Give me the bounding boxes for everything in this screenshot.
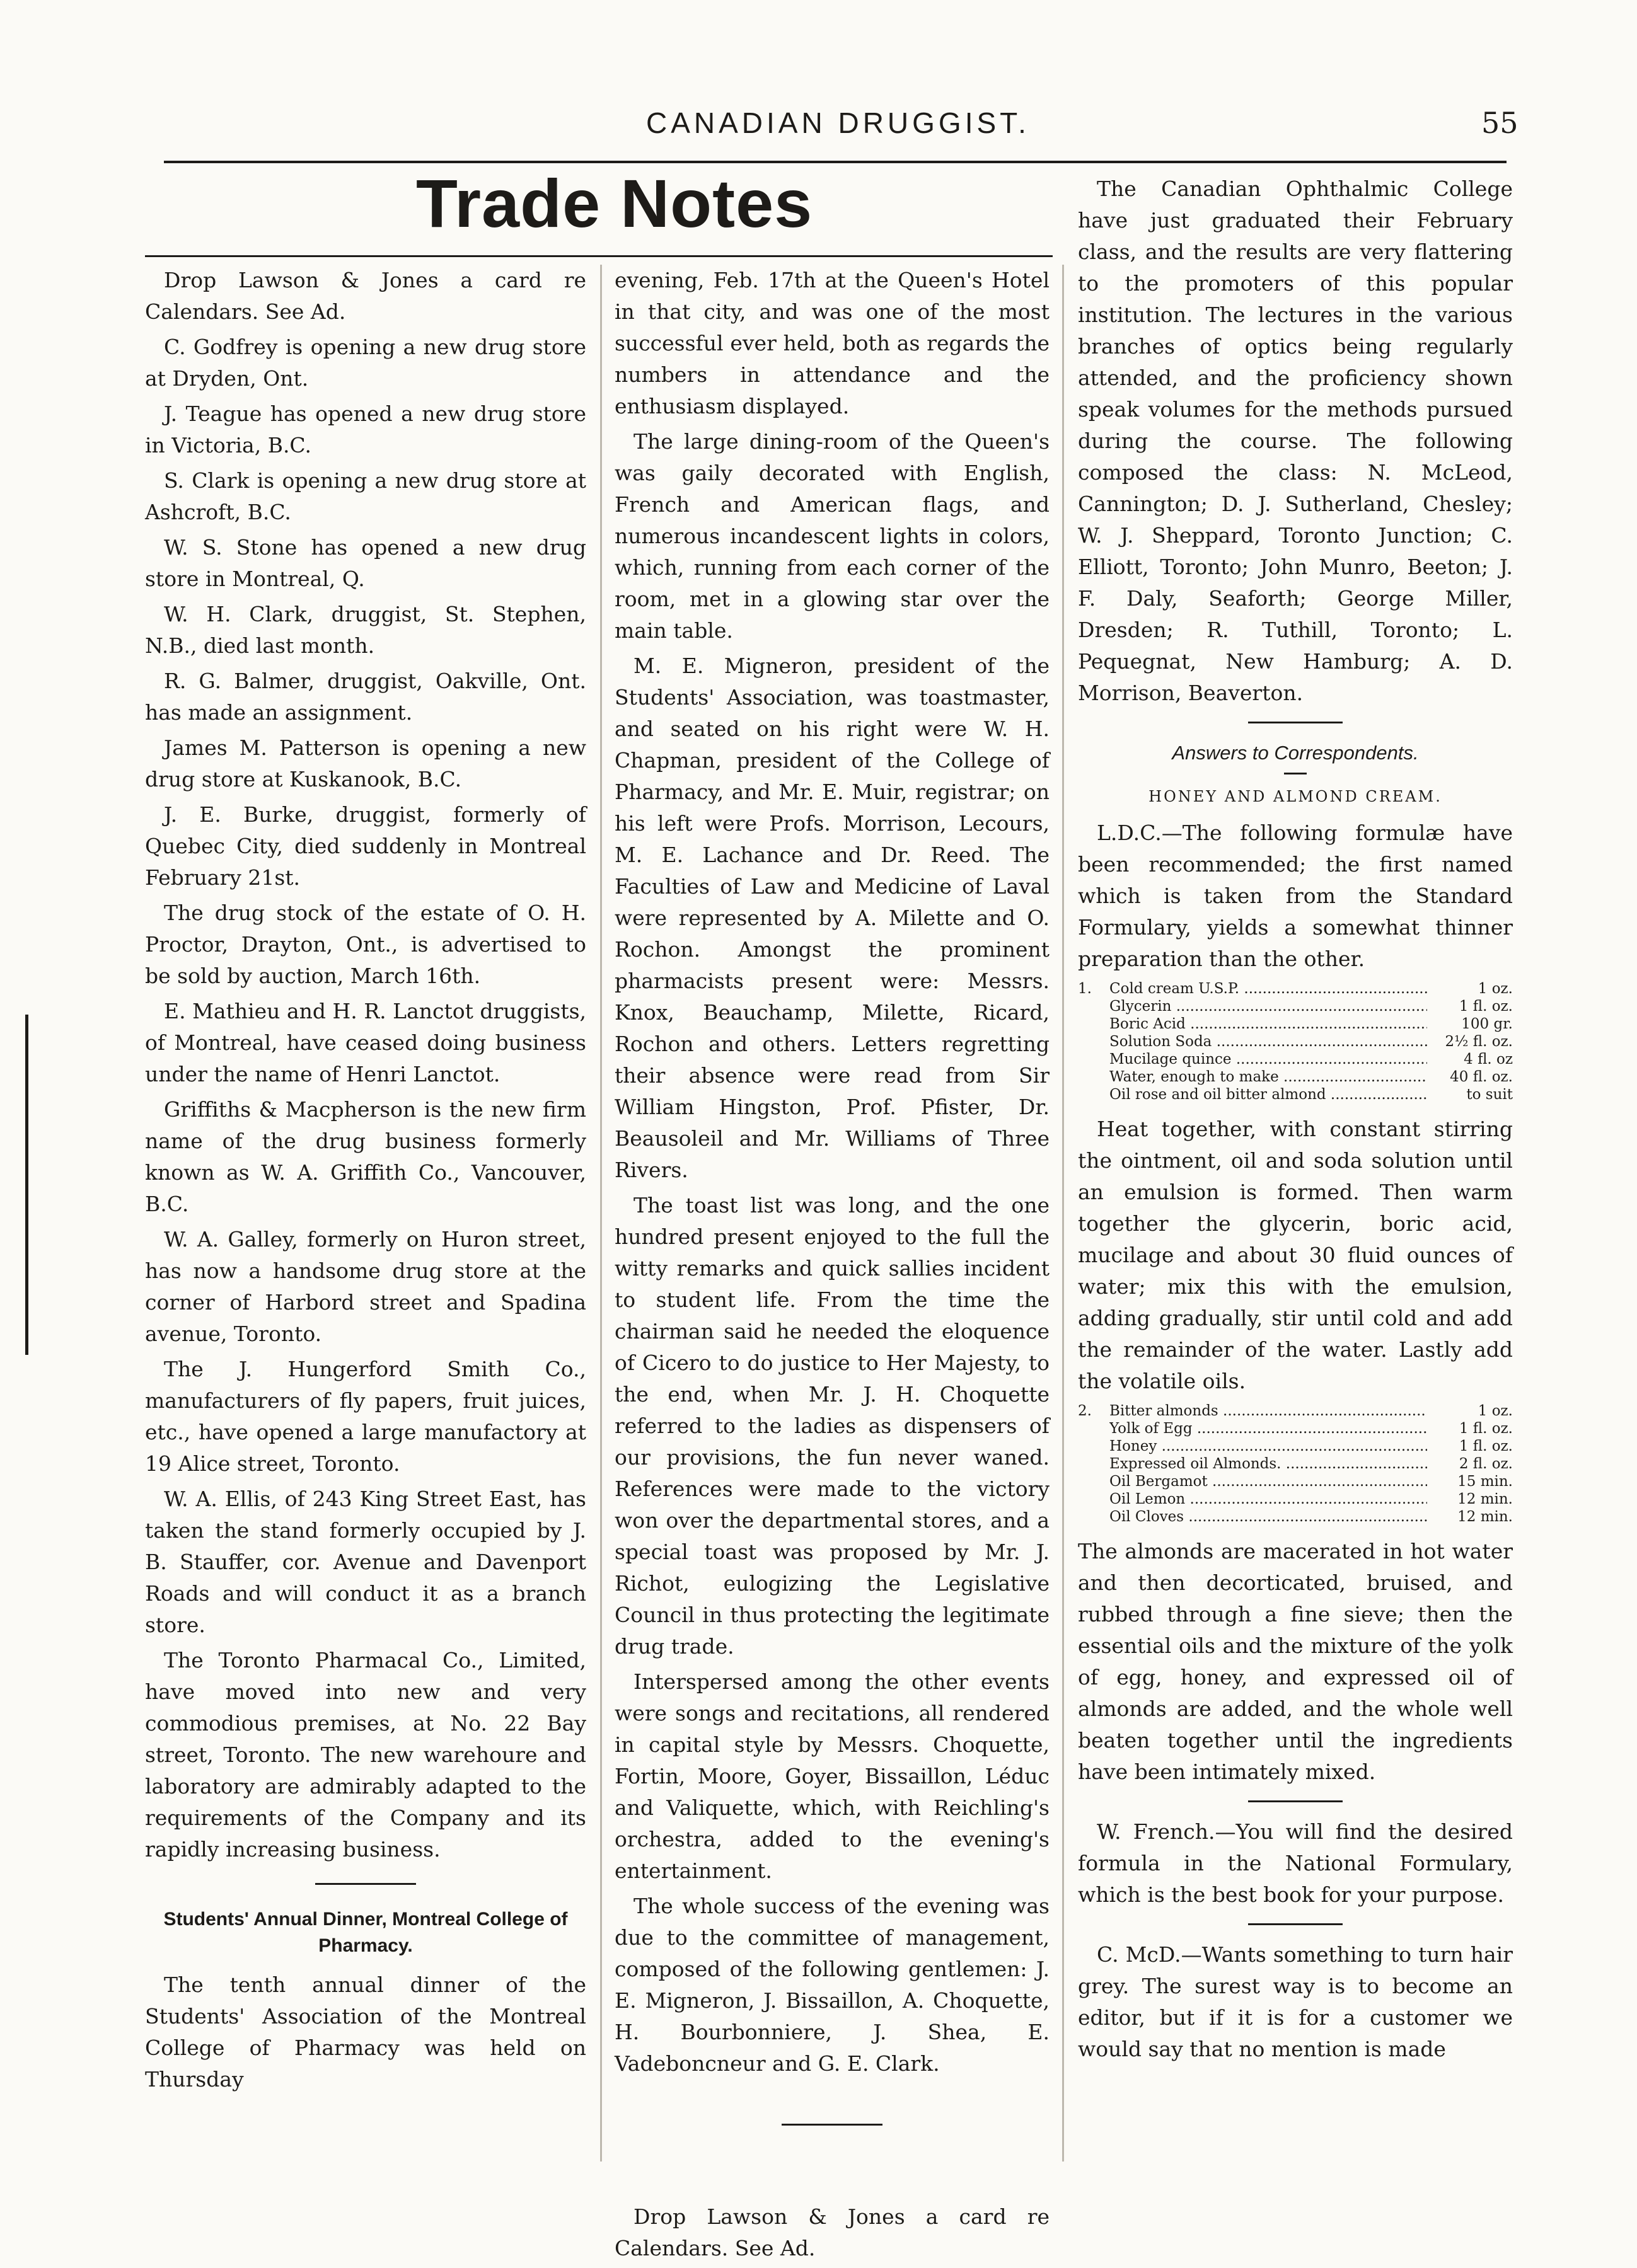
formula-row: Glycerin ..... 1 fl. oz.	[1078, 998, 1513, 1015]
title-rule	[145, 255, 1053, 257]
mcd-answer: C. McD.—Wants something to turn hair grey. The surest way is to become an editor, but if it is for a customer we would say that no mention is made	[1078, 1942, 1513, 2061]
article-paragraph: Interspersed among the other events were songs and recitations, all rendered in capital style by Messrs. Choquette, Fortin, Moore, Goyer, Bissaillon, Léduc and Valiquette, which, with Reichling's orchestra, added to the evening's entertainment.	[615, 1669, 1050, 1883]
page-number: 55	[1481, 106, 1518, 140]
column-1	[145, 265, 586, 2099]
formula-row: Oil rose and oil bitter almond ..... to suit	[1078, 1086, 1513, 1103]
formula-1	[1078, 980, 1513, 1103]
news-item: The drug stock of the estate of O. H. Proctor, Drayton, Ont., is advertised to be sold by auction, March 16th.	[145, 901, 586, 988]
formula-row: Yolk of Egg ..... 1 fl. oz.	[1078, 1420, 1513, 1437]
news-item: The J. Hungerford Smith Co., manufacturers of fly papers, fruit juices, etc., have opened a large manufactory at 19 Alice street, Toronto.	[145, 1357, 586, 1476]
honey-almond-heading: HONEY AND ALMOND CREAM.	[1148, 788, 1442, 805]
formula-row: Oil Lemon ..... 12 min.	[1078, 1490, 1513, 1508]
header-rule	[164, 161, 1507, 163]
short-rule	[1284, 773, 1307, 774]
answers-heading: Answers to Correspondents.	[1172, 742, 1419, 764]
news-item: J. E. Burke, druggist, formerly of Quebec City, died suddenly in Montreal February 21st.	[145, 802, 586, 890]
news-item: E. Mathieu and H. R. Lanctot druggists, of Montreal, have ceased doing business under the name of Henri Lanctot.	[145, 999, 586, 1086]
article-paragraph: M. E. Migneron, president of the Students' Association, was toastmaster, and seated on his right were W. H. Chapman, president of the College of Pharmacy, and Mr. E. Muir, registrar; on his left were Profs. Morrison, Lecours, M. E. Lachance and Dr. Reed. The Faculties of Law and Medicine of Laval were represented by A. Milette and O. Rochon. Amongst the prominent pharmacists present were: Messrs. Knox, Beauchamp, Milette, Ricard, Rochon and others. Letters regretting their absence were read from Sir William Hingston, Prof. Pfister, Dr. Beausoleil and Mr. Williams of Three Rivers.	[615, 653, 1050, 1182]
news-item: C. Godfrey is opening a new drug store at Dryden, Ont.	[145, 335, 586, 391]
french-answer: W. French.—You will find the desired formula in the National Formulary, which is the best book for your purpose.	[1078, 1819, 1513, 1907]
column-rule-1	[600, 265, 602, 2162]
running-head: CANADIAN DRUGGIST.	[646, 106, 1030, 139]
column-2	[615, 265, 1050, 2268]
formula-row: Oil Cloves ..... 12 min.	[1078, 1508, 1513, 1526]
section-title: Trade Notes	[416, 165, 813, 241]
formula-row: Mucilage quince ..... 4 fl. oz	[1078, 1051, 1513, 1068]
news-item: Drop Lawson & Jones a card re Calendars. See Ad.	[145, 268, 586, 324]
separator	[782, 2124, 882, 2126]
almonds-instructions: The almonds are macerated in hot water and then decorticated, bruised, and rubbed through a fine sieve; then the essential oils and the mixture of the yolk of egg, honey, and expressed oil of almonds are added, and the whole well beaten together until the ingredients have been intimately mixed.	[1078, 1539, 1513, 1784]
separator	[1248, 1800, 1343, 1802]
article-paragraph: evening, Feb. 17th at the Queen's Hotel in that city, and was one of the most successful ever held, both as regards the numbers in attendance and the enthusiasm displayed.	[615, 268, 1050, 418]
ophthalmic-college-item: The Canadian Ophthalmic College have just graduated their February class, and the results are very flattering to the promoters of this popular institution. The lectures in the various branches of optics being regularly attended, and the proficiency shown speak volumes for the methods pursued during the course. The following composed the class: N. McLeod, Cannington; D. J. Sutherland, Chesley; W. J. Sheppard, Toronto Junction; C. Elliott, Toronto; John Munro, Beeton; J. F. Daly, Seaforth; George Miller, Dresden; R. Tuthill, Toronto; L. Pequegnat, New Hamburg; A. D. Morrison, Beaverton.	[1078, 176, 1513, 705]
news-item: S. Clark is opening a new drug store at Ashcroft, B.C.	[145, 468, 586, 524]
news-item: R. G. Balmer, druggist, Oakville, Ont. has made an assignment.	[145, 669, 586, 725]
formula-row: Boric Acid ..... 100 gr.	[1078, 1015, 1513, 1033]
separator	[1248, 1923, 1343, 1925]
news-item: James M. Patterson is opening a new drug store at Kuskanook, B.C.	[145, 735, 586, 791]
formula-row: Solution Soda ..... 2½ fl. oz.	[1078, 1033, 1513, 1051]
separator	[1248, 722, 1343, 723]
formula-row: 2. Bitter almonds ..... 1 oz.	[1078, 1402, 1513, 1420]
advert-text: Drop Lawson & Jones a card re Calendars. See Ad.	[615, 2204, 1050, 2260]
formula-row: Expressed oil Almonds. ..... 2 fl. oz.	[1078, 1455, 1513, 1473]
article-paragraph: The toast list was long, and the one hundred present enjoyed to the full the witty remarks and quick sallies incident to student life. From the time the chairman said he needed the eloquence of Cicero to do justice to Her Majesty, to the end, when Mr. J. H. Choquette referred to the ladies as dispensers of our provisions, the fun never waned. References were made to the victory won over the departmental stores, and a special toast was proposed by Mr. J. Richot, eulogizing the Legislative Council in thus protecting the legitimate drug trade.	[615, 1193, 1050, 1659]
formula-row: Honey ..... 1 fl. oz.	[1078, 1437, 1513, 1455]
news-item: W. A. Galley, formerly on Huron street, has now a handsome drug store at the corner of Harbord street and Spadina avenue, Toronto.	[145, 1227, 586, 1346]
formula-2	[1078, 1402, 1513, 1526]
dinner-intro: The tenth annual dinner of the Students' Association of the Montreal College of Pharmacy was held on Thursday	[145, 1972, 586, 2092]
column-3	[1078, 173, 1513, 2069]
article-paragraph: The whole success of the evening was due to the committee of management, composed of the following gentlemen: J. E. Migneron, J. Bissaillon, A. Choquette, H. Bourbonniere, J. Shea, E. Vadeboncneur and G. E. Clark.	[615, 1894, 1050, 2076]
separator	[315, 1883, 416, 1885]
news-item: W. A. Ellis, of 243 King Street East, has taken the stand formerly occupied by J. B. Stauffer, cor. Avenue and Davenport Roads and will conduct it as a branch store.	[145, 1487, 586, 1637]
news-item: J. Teague has opened a new drug store in Victoria, B.C.	[145, 401, 586, 458]
formula-row: Water, enough to make ..... 40 fl. oz.	[1078, 1068, 1513, 1086]
margin-mark	[25, 1015, 28, 1355]
dinner-heading: Students' Annual Dinner, Montreal College of Pharmacy.	[163, 1909, 568, 1956]
column-rule-2	[1062, 265, 1064, 2162]
news-item: The Toronto Pharmacal Co., Limited, have moved into new and very commodious premises, at No. 22 Bay street, Toronto. The new warehoure and laboratory are admirably adapted to the requirements of the Company and its rapidly increasing business.	[145, 1648, 586, 1862]
news-item: Griffiths & Macpherson is the new firm name of the drug business formerly known as W. A. Griffith Co., Vancouver, B.C.	[145, 1097, 586, 1216]
formula-row: 1. Cold cream U.S.P. ..... 1 oz.	[1078, 980, 1513, 998]
ldc-answer: L.D.C.—The following formulæ have been recommended; the first named which is taken from the Standard Formulary, yields a somewhat thinner preparation than the other.	[1078, 820, 1513, 971]
formula-row: Oil Bergamot ..... 15 min.	[1078, 1473, 1513, 1490]
news-item: W. H. Clark, druggist, St. Stephen, N.B., died last month.	[145, 602, 586, 658]
heat-instructions: Heat together, with constant stirring the ointment, oil and soda solution until an emulsion is formed. Then warm together the glycerin, boric acid, mucilage and about 30 fluid ounces of water; mix this with the emulsion, adding gradually, stir until cold and add the remainder of the water. Lastly add the volatile oils.	[1078, 1117, 1513, 1393]
news-item: W. S. Stone has opened a new drug store in Montreal, Q.	[145, 535, 586, 591]
page-header	[0, 106, 1637, 150]
article-paragraph: The large dining-room of the Queen's was gaily decorated with English, French and American flags, and numerous incandescent lights in colors, which, running from each corner of the room, met in a glowing star over the main table.	[615, 429, 1050, 643]
